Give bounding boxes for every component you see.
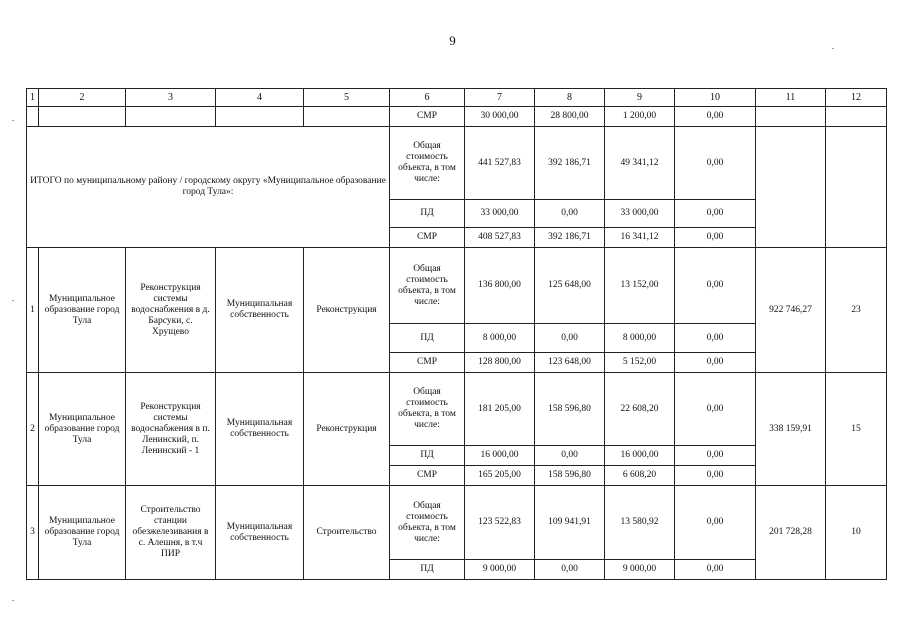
item-ownership: Муниципальная собственность [216, 486, 304, 580]
cost-type-label: СМР [390, 466, 465, 486]
item-count: 15 [826, 373, 887, 486]
item-count: 10 [826, 486, 887, 580]
cell-value: 0,00 [675, 560, 756, 580]
item-work-type: Реконструкция [304, 248, 390, 373]
item-owner: Муниципальное образование город Тула [39, 486, 126, 580]
cost-type-label: Общая стоимость объекта, в том числе: [390, 373, 465, 446]
column-header: 11 [756, 89, 826, 107]
item-owner: Муниципальное образование город Тула [39, 373, 126, 486]
cell-value: 0,00 [675, 248, 756, 324]
cell-value: 0,00 [535, 446, 605, 466]
cell-value: 13 580,92 [605, 486, 675, 560]
cell-value: 0,00 [675, 324, 756, 353]
cell-value: 0,00 [535, 324, 605, 353]
cost-type-label: ПД [390, 560, 465, 580]
cell-value: 0,00 [675, 127, 756, 200]
item-object: Реконструкция системы водоснабжения в д. Барсуки, с. Хрущево [126, 248, 216, 373]
cell-value: 1 200,00 [605, 107, 675, 127]
item-ownership: Муниципальная собственность [216, 248, 304, 373]
column-header: 9 [605, 89, 675, 107]
cell-value: 408 527,83 [465, 228, 535, 248]
column-header: 6 [390, 89, 465, 107]
scan-speck [832, 48, 834, 49]
column-header: 10 [675, 89, 756, 107]
cell-value: 8 000,00 [605, 324, 675, 353]
cost-type-label: Общая стоимость объекта, в том числе: [390, 127, 465, 200]
item-work-type: Строительство [304, 486, 390, 580]
cell-value: 9 000,00 [465, 560, 535, 580]
cell-value: 49 341,12 [605, 127, 675, 200]
item-count: 23 [826, 248, 887, 373]
cell-value: 0,00 [675, 228, 756, 248]
column-header: 12 [826, 89, 887, 107]
scan-speck [12, 120, 14, 121]
cell-value: 0,00 [675, 486, 756, 560]
cell-value: 392 186,71 [535, 127, 605, 200]
item-owner: Муниципальное образование город Тула [39, 248, 126, 373]
cell-value: 0,00 [675, 373, 756, 446]
cell-value: 13 152,00 [605, 248, 675, 324]
column-header: 4 [216, 89, 304, 107]
cell-value: 8 000,00 [465, 324, 535, 353]
cell-value: 0,00 [535, 200, 605, 228]
column-header: 2 [39, 89, 126, 107]
total-label: ИТОГО по муниципальному району / городскому округу «Муниципальное образование город Тула»: [27, 127, 390, 248]
cell-value: 0,00 [675, 200, 756, 228]
cell-value: 28 800,00 [535, 107, 605, 127]
item-number: 2 [27, 373, 39, 486]
scan-speck [12, 600, 14, 601]
cell-value: 165 205,00 [465, 466, 535, 486]
cell-value: 33 000,00 [605, 200, 675, 228]
cost-type-label: Общая стоимость объекта, в том числе: [390, 486, 465, 560]
cell-value: 5 152,00 [605, 353, 675, 373]
cost-type-label: Общая стоимость объекта, в том числе: [390, 248, 465, 324]
scan-speck [12, 300, 14, 301]
cell-value: 136 800,00 [465, 248, 535, 324]
item-number: 1 [27, 248, 39, 373]
cost-type-label: ПД [390, 324, 465, 353]
cell-value: 441 527,83 [465, 127, 535, 200]
cost-type-label: СМР [390, 228, 465, 248]
cost-type-label: СМР [390, 353, 465, 373]
cell-value: 0,00 [675, 466, 756, 486]
cell-value: 123 648,00 [535, 353, 605, 373]
financing-table [26, 88, 887, 580]
column-number-row [27, 89, 887, 107]
table-row [27, 373, 887, 446]
cell-value: 128 800,00 [465, 353, 535, 373]
column-header: 1 [27, 89, 39, 107]
cell-value: 109 941,91 [535, 486, 605, 560]
item-work-type: Реконструкция [304, 373, 390, 486]
page-number: 9 [449, 33, 456, 48]
table-row [27, 486, 887, 560]
table-row [27, 127, 887, 200]
cell-value: 22 608,20 [605, 373, 675, 446]
column-header: 7 [465, 89, 535, 107]
item-number: 3 [27, 486, 39, 580]
cell-value: 9 000,00 [605, 560, 675, 580]
item-object: Строительство станции обезжелезивания в с. Алешня, в т.ч ПИР [126, 486, 216, 580]
column-header: 5 [304, 89, 390, 107]
table-row [27, 107, 887, 127]
item-capacity: 338 159,91 [756, 373, 826, 486]
cost-type-label: СМР [390, 107, 465, 127]
column-header: 3 [126, 89, 216, 107]
cell-value: 16 000,00 [465, 446, 535, 466]
cell-value: 0,00 [675, 446, 756, 466]
cell-value: 158 596,80 [535, 466, 605, 486]
item-object: Реконструкция системы водоснабжения в п. Ленинский, п. Ленинский - 1 [126, 373, 216, 486]
cell-value: 0,00 [675, 353, 756, 373]
cell-value: 181 205,00 [465, 373, 535, 446]
cost-type-label: ПД [390, 200, 465, 228]
item-capacity: 922 746,27 [756, 248, 826, 373]
cost-type-label: ПД [390, 446, 465, 466]
cell-value: 392 186,71 [535, 228, 605, 248]
table-row [27, 248, 887, 324]
item-capacity: 201 728,28 [756, 486, 826, 580]
cell-value: 123 522,83 [465, 486, 535, 560]
column-header: 8 [535, 89, 605, 107]
item-ownership: Муниципальная собственность [216, 373, 304, 486]
cell-value: 30 000,00 [465, 107, 535, 127]
cell-value: 125 648,00 [535, 248, 605, 324]
cell-value: 6 608,20 [605, 466, 675, 486]
cell-value: 158 596,80 [535, 373, 605, 446]
cell-value: 16 341,12 [605, 228, 675, 248]
cell-value: 16 000,00 [605, 446, 675, 466]
cell-value: 0,00 [535, 560, 605, 580]
cell-value: 0,00 [675, 107, 756, 127]
cell-value: 33 000,00 [465, 200, 535, 228]
